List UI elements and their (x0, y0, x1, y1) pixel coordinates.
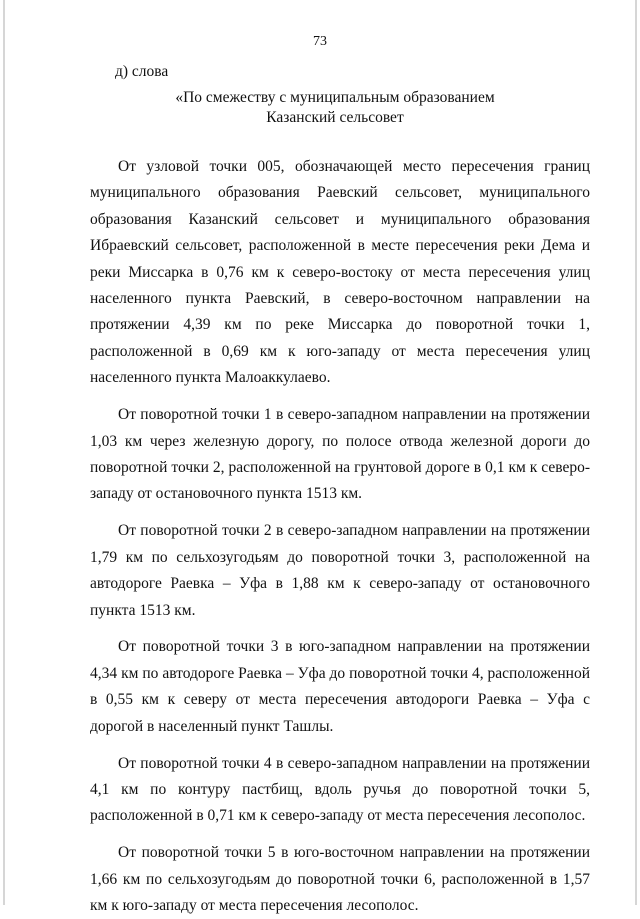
paragraph-1: От узловой точки 005, обозначающей место пересечения границ муниципального образования Раевский сельсовет, муниципального образования Казанский сельсовет и муниципального образования Ибраевский сельсовет, расположенной в месте пересечения реки Дема и реки Миссарка в 0,76 км к северо-востоку от места пересечения улиц населенного пункта Раевский, в северо-восточном направлении на протяжении 4,39 км по реке Миссарка до поворотной точки 1, расположенной в 0,69 км к юго-западу от места пересечения улиц населенного пункта Малоаккулаево. (90, 158, 590, 387)
scan-edge-left (3, 0, 5, 905)
document-body (90, 154, 590, 919)
paragraph-2: От поворотной точки 1 в северо-западном направлении на протяжении 1,03 км через железную дорогу, по полосе отвода железной дороги до поворотной точки 2, расположенной на грунтовой дороге в 0,1 км к северо-западу от остановочного пункта 1513 км. (90, 406, 590, 503)
paragraph-5: От поворотной точки 4 в северо-западном направлении на протяжении 4,1 км по контуру пастбищ, вдоль ручья до поворотной точки 5, расположенной в 0,71 км к северо-западу от места пересечения лесополос. (90, 754, 590, 825)
page-number: 73 (313, 34, 327, 49)
section-heading (150, 88, 520, 128)
paragraph-6: От поворотной точки 5 в юго-восточном направлении на протяжении 1,66 км по сельхозугодьям до поворотной точки 6, расположенной в 1,57 км к юго-западу от места пересечения лесополос. (90, 844, 590, 915)
heading-line-2: Казанский сельсовет (266, 109, 404, 126)
heading-line-1: «По смежеству с муниципальным образованием (175, 89, 495, 106)
paragraph-3: От поворотной точки 2 в северо-западном направлении на протяжении 1,79 км по сельхозугодьям до поворотной точки 3, расположенной на автодороге Раевка – Уфа в 1,88 км к северо-западу от остановочного пункта 1513 км. (90, 522, 590, 619)
scan-edge-right (635, 0, 637, 905)
subitem-label: д) слова (115, 63, 169, 80)
paragraph-4: От поворотной точки 3 в юго-западном направлении на протяжении 4,34 км по автодороге Раевка – Уфа до поворотной точки 4, расположенной в 0,55 км к северу от места пересечения автодороги Раевка – Уфа с дорогой в населенный пункт Ташлы. (90, 638, 590, 735)
